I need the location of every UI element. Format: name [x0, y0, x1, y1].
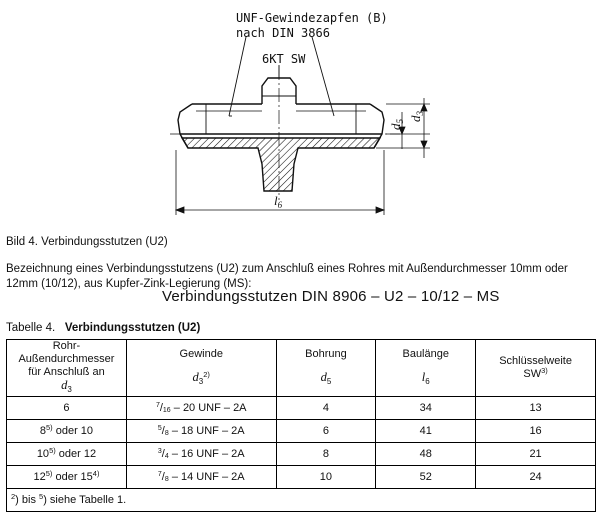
- label-d3: $d_3$: [408, 111, 425, 122]
- technical-drawing: [0, 0, 600, 230]
- cell-bore: 4: [276, 397, 376, 420]
- cell-thread: $^5/_8 - 18$ UNF – 2A: [126, 420, 276, 443]
- cell-thread: $^3/_4 - 16$ UNF – 2A: [126, 443, 276, 466]
- table-caption-prefix: Tabelle 4.: [6, 322, 56, 334]
- header-outer-diameter: Rohr- Außendurchmesser für Anschluß an $d_3$: [7, 340, 127, 397]
- designation-example: Verbindungsstutzen DIN 8906 – U2 – 10/12 – MS: [162, 288, 500, 305]
- table-footnote-row: [7, 489, 596, 512]
- cell-thread: $^7/_8 - 14$ UNF – 2A: [126, 466, 276, 489]
- cell-outer-diameter: 12$^{5)}$ oder 15$^{4)}$: [7, 466, 127, 489]
- cell-outer-diameter: 6: [7, 397, 127, 420]
- cell-length: 41: [376, 420, 476, 443]
- header-length: Baulänge $l_6$: [376, 340, 476, 397]
- table-row: [7, 397, 596, 420]
- table-caption: [6, 322, 200, 334]
- cell-length: 48: [376, 443, 476, 466]
- dimension-lines: [176, 98, 430, 215]
- label-hex: 6KT SW: [262, 52, 306, 66]
- figure-caption: Bild 4. Verbindungsstutzen (U2): [6, 236, 168, 248]
- header-wrench-size: Schlüsselweite SW$^{3)}$: [476, 340, 596, 397]
- table-header-row: [7, 340, 596, 397]
- cell-wrench-size: 13: [476, 397, 596, 420]
- header-thread: Gewinde $d_3^{2)}$: [126, 340, 276, 397]
- label-thread-line2: nach DIN 3866: [236, 26, 330, 40]
- table-caption-title: Verbindungsstutzen (U2): [64, 322, 201, 334]
- table-row: [7, 443, 596, 466]
- cell-wrench-size: 21: [476, 443, 596, 466]
- cell-wrench-size: 16: [476, 420, 596, 443]
- spec-table: [6, 339, 596, 512]
- label-thread-line1: UNF-Gewindezapfen (B): [236, 11, 388, 25]
- label-d5: $d_5$: [388, 119, 405, 130]
- cell-wrench-size: 24: [476, 466, 596, 489]
- description-paragraph: Bezeichnung eines Verbindungsstutzens (U2) zum Anschluß eines Rohres mit Außendurchmesser 10mm oder 12mm (10/12), aus Kupfer-Zink-Legierung (MS):: [6, 263, 568, 290]
- cell-bore: 8: [276, 443, 376, 466]
- label-l6: $l_6$: [274, 193, 283, 210]
- cell-length: 52: [376, 466, 476, 489]
- table-footnote: $^2$) bis $^5$) siehe Tabelle 1.: [7, 489, 596, 512]
- header-bore: Bohrung $d_5$: [276, 340, 376, 397]
- cell-thread: $^7/_{16} - 20$ UNF – 2A: [126, 397, 276, 420]
- table-row: [7, 466, 596, 489]
- section-hatch: [182, 138, 380, 191]
- cell-bore: 10: [276, 466, 376, 489]
- cell-bore: 6: [276, 420, 376, 443]
- table-row: [7, 420, 596, 443]
- cell-outer-diameter: 10$^{5)}$ oder 12: [7, 443, 127, 466]
- cell-length: 34: [376, 397, 476, 420]
- cell-outer-diameter: 8$^{5)}$ oder 10: [7, 420, 127, 443]
